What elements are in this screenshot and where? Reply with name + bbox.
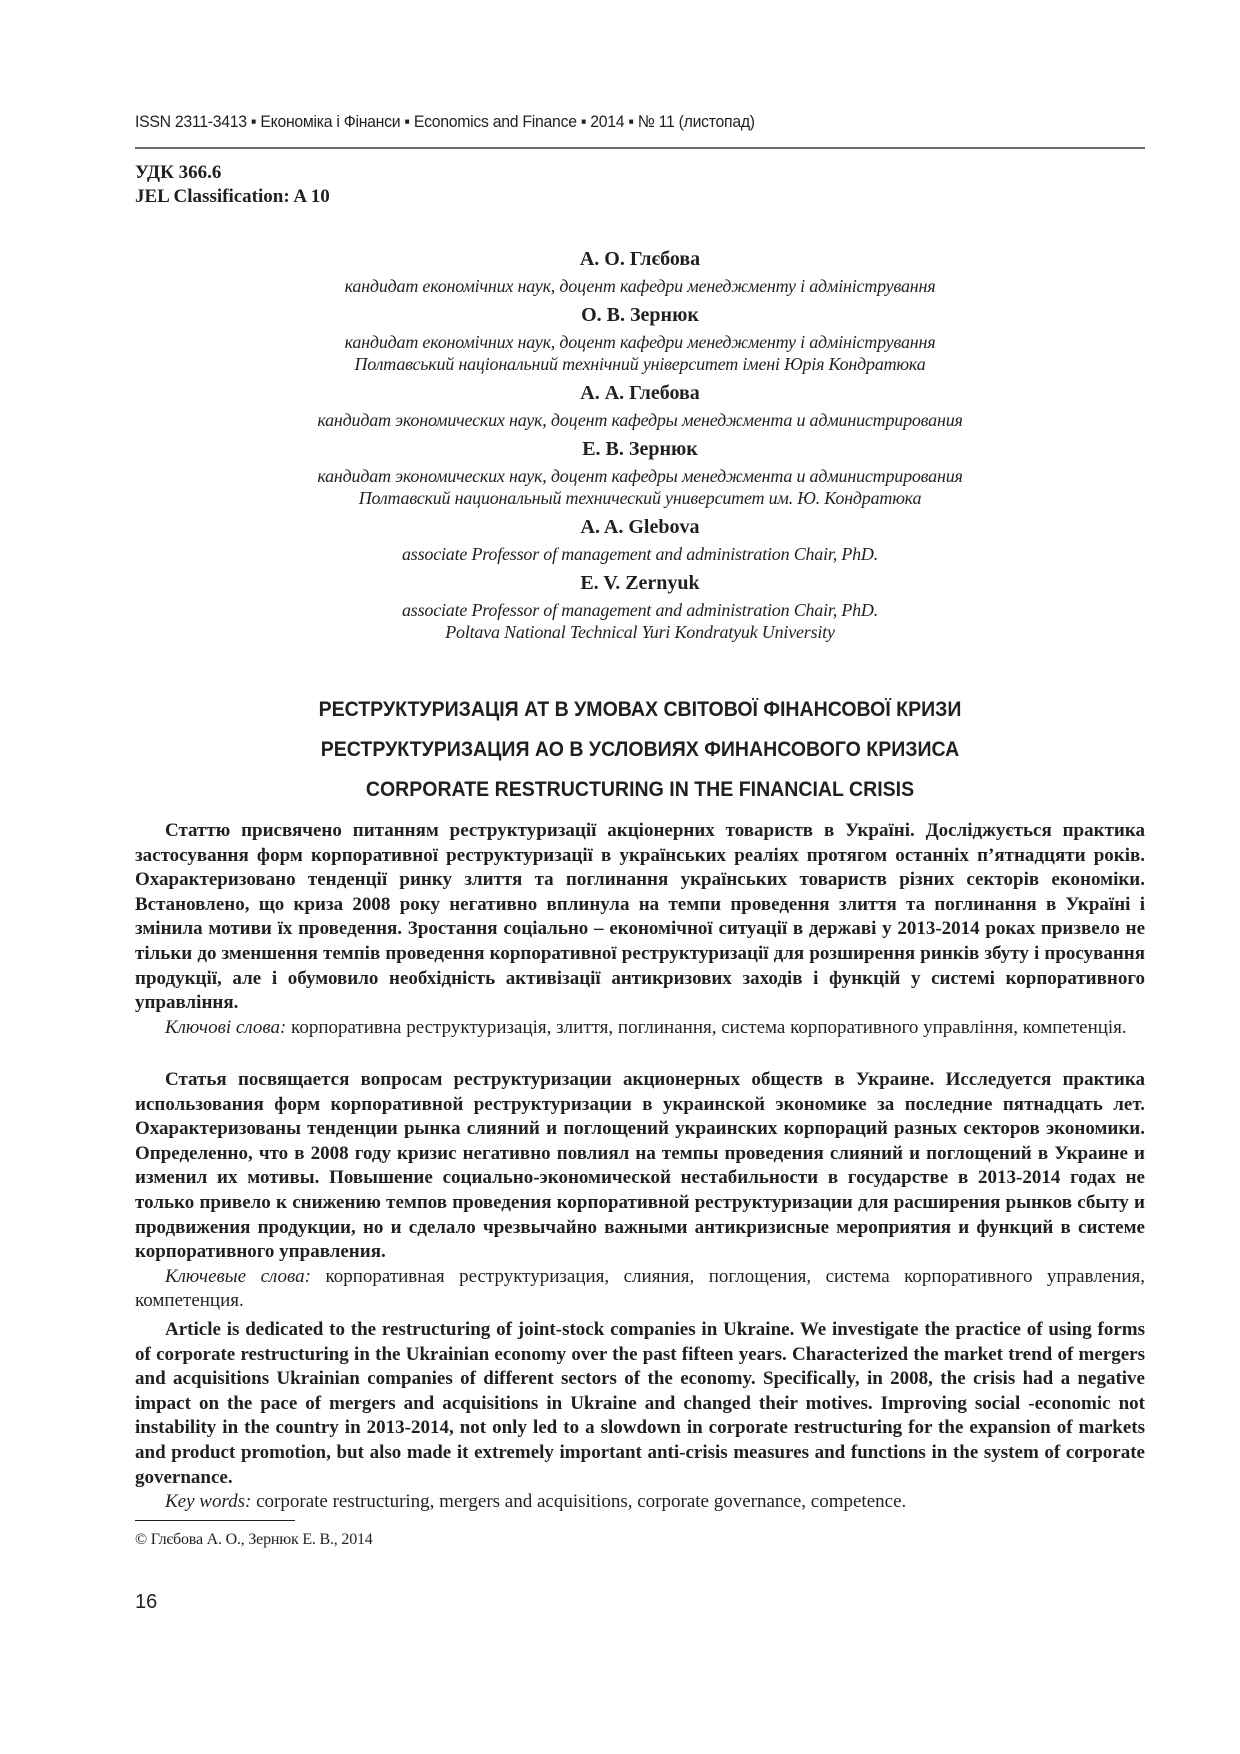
author-uk-1 — [135, 246, 1145, 297]
abstract-uk — [135, 819, 1145, 1040]
abstract-ru — [135, 1068, 1145, 1314]
author-ru-1 — [135, 380, 1145, 431]
abstract-text: Статья посвящается вопросам реструктуризации акционерных обществ в Украине. Исследуется практика использования форм корпоративной реструктуризации в украинской экономике за последние пятнадцать лет. Охарактеризованы тенденции рынка слияний и поглощений украинских корпораций разных секторов экономики. Определенно, что в 2008 году кризис негативно повлиял на темпы проведения слияний и поглощений в Украине и изменил их мотивы. Повышение социально-экономической нестабильности в государстве в 2013-2014 годах не только привело к снижению темпов проведения корпоративной реструктуризации для расширения рынков сбыту и продвижения продукции, но и сделало чрезвычайно важными антикризисные мероприятия и функций в системе корпоративного управления. — [135, 1069, 1145, 1263]
author-name: А. А. Глебова — [580, 382, 700, 404]
article-titles — [170, 690, 1109, 810]
copyright-footnote: © Глєбова А. О., Зернюк Е. В., 2014 — [135, 1531, 373, 1548]
author-name: Е. В. Зернюк — [582, 438, 698, 460]
title-en: CORPORATE RESTRUCTURING IN THE FINANCIAL CRISIS — [365, 778, 915, 801]
author-name: A. A. Glebova — [580, 516, 700, 538]
author-university: Полтавський національний технічний університет імені Юрія Кондратюка — [354, 354, 926, 374]
keywords-label: Ключові слова: — [165, 1016, 287, 1038]
author-en-2 — [135, 570, 1145, 643]
keywords-line — [135, 1016, 1145, 1041]
footnote-rule — [135, 1520, 295, 1521]
author-affiliation: associate Professor of management and administration Chair, PhD. — [401, 600, 879, 620]
keywords-line — [135, 1490, 1145, 1515]
author-affiliation: кандидат економічних наук, доцент кафедри менеджменту і адміністрування — [344, 276, 936, 296]
title-uk: РЕСТРУКТУРИЗАЦІЯ АТ В УМОВАХ СВІТОВОЇ ФІНАНСОВОЇ КРИЗИ — [318, 698, 962, 721]
author-affiliation: associate Professor of management and administration Chair, PhD. — [401, 544, 879, 564]
keywords-label: Ключевые слова: — [165, 1265, 311, 1287]
keywords-label: Key words: — [165, 1491, 252, 1513]
abstract-text: Article is dedicated to the restructuring of joint-stock companies in Ukraine. We investigate the practice of using forms of corporate restructuring in the Ukrainian economy over the past fifteen years. Characterized the market trend of mergers and acquisitions Ukrainian companies of different sectors of the economy. Specifically, in 2008, the crisis had a negative impact on the pace of mergers and acquisitions in Ukraine and changed their motives. Improving social -economic not instability in the country in 2013-2014, not only led to a slowdown in corporate restructuring for the expansion of markets and product promotion, but also made it extremely important anti-crisis measures and functions in the system of corporate governance. — [135, 1319, 1145, 1488]
abstract-text: Статтю присвячено питанням реструктуризації акціонерних товариств в Україні. Досліджується практика застосування форм корпоративної реструктуризації в українських реаліях протягом останніх п’ятнадцяти років. Охарактеризовано тенденції ринку злиття та поглинання українських товариств різних секторів економіки. Встановлено, що криза 2008 року негативно вплинула на темпи проведення злиття та поглинання в Україні і змінила мотиви їх проведення. Зростання соціально – економічної ситуації в державі у 2013-2014 роках призвело не тільки до зменшення темпів проведення корпоративної реструктуризації для розширення ринків збуту і просування продукції, але і обумовило необхідність активізації антикризових заходів і функцій у системі корпоративного управління. — [135, 820, 1145, 1014]
page-number: 16 — [135, 1591, 158, 1613]
author-name: E. V. Zernyuk — [580, 572, 700, 594]
author-en-1 — [135, 514, 1145, 565]
author-uk-2 — [135, 302, 1145, 375]
author-ru-2 — [135, 436, 1145, 509]
title-ru: РЕСТРУКТУРИЗАЦИЯ АО В УСЛОВИЯХ ФИНАНСОВОГО КРИЗИСА — [320, 738, 960, 761]
keywords-text: корпоративная реструктуризация, слияния, поглощения, система корпоративного управления, компетенция. — [135, 1265, 1145, 1312]
classification-block — [135, 161, 330, 209]
abstract-en — [135, 1318, 1145, 1515]
udc-code: УДК 366.6 — [135, 162, 222, 183]
keywords-line — [135, 1265, 1145, 1314]
running-header: ISSN 2311-3413 ▪ Економіка і Фінанси ▪ Economics and Finance ▪ 2014 ▪ № 11 (листопад) — [135, 112, 755, 131]
authors-block — [135, 246, 1145, 643]
keywords-text: corporate restructuring, mergers and acquisitions, corporate governance, competence. — [251, 1491, 907, 1513]
keywords-text: корпоративна реструктуризація, злиття, поглинання, система корпоративного управління, компетенція. — [286, 1016, 1127, 1038]
jel-classification: JEL Classification: A 10 — [135, 186, 330, 207]
author-name: А. О. Глєбова — [579, 248, 701, 270]
author-affiliation: кандидат экономических наук, доцент кафедры менеджмента и администрирования — [317, 466, 963, 486]
author-affiliation: кандидат экономических наук, доцент кафедры менеджмента и администрирования — [317, 410, 963, 430]
author-name: О. В. Зернюк — [581, 304, 699, 326]
author-university: Poltava National Technical Yuri Kondratyuk University — [445, 622, 835, 642]
author-affiliation: кандидат економічних наук, доцент кафедри менеджменту і адміністрування — [344, 332, 936, 352]
author-university: Полтавский национальный технический университет им. Ю. Кондратюка — [358, 488, 922, 508]
header-rule — [135, 147, 1145, 149]
